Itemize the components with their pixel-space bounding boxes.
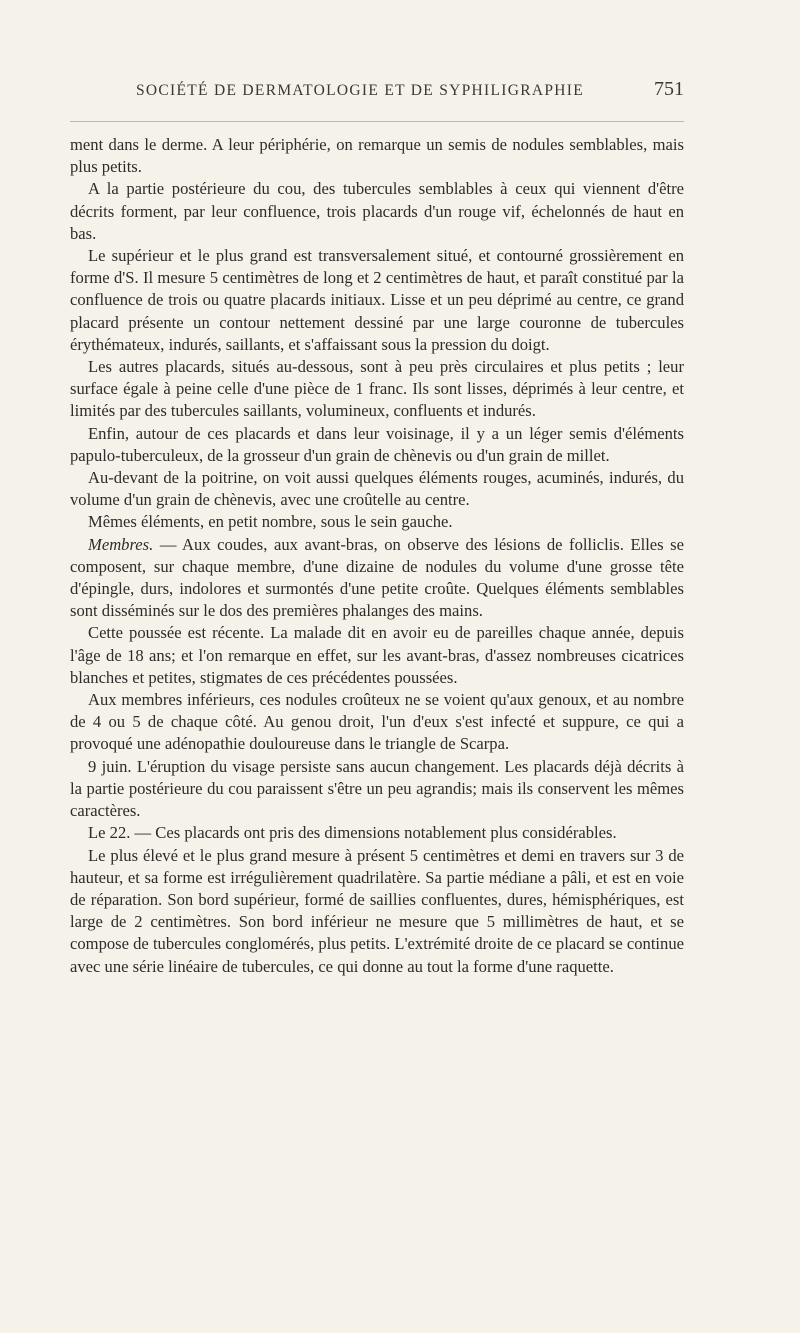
paragraph: Le plus élevé et le plus grand mesure à présent 5 centimètres et demi en travers sur 3 de hauteur, et sa forme est irrégulièrement quadrilatère. Sa partie médiane a pâli, et est en voie de réparation. Son bord supérieur, formé de saillies confluentes, dures, hémisphériques, est large de 2 centimètres. Son bord inférieur ne mesure que 5 millimètres de haut, et se compose de tubercules conglomérés, plus petits. L'extrémité droite de ce placard se continue avec une série linéaire de tubercules, ce qui donne au tout la forme d'une raquette. (70, 845, 684, 976)
paragraph: Mêmes éléments, en petit nombre, sous le sein gauche. (88, 512, 453, 532)
paragraph: Enfin, autour de ces placards et dans leur voisinage, il y a un léger semis d'éléments papulo-tuberculeux, de la grosseur d'un grain de chènevis ou d'un grain de millet. (70, 423, 684, 465)
paragraph: Les autres placards, situés au-dessous, sont à peu près circulaires et plus petits ; leur surface égale à peine celle d'une pièce de 1 franc. Ils sont lisses, déprimés à leur centre, et limités par des tubercules saillants, volumineux, confluents et indurés. (70, 357, 684, 421)
paragraph: Le supérieur et le plus grand est transversalement situé, et contourné grossièrement en forme d'S. Il mesure 5 centimètres de long et 2 centimètres de haut, et paraît constitué par la confluence de trois ou quatre placards initiaux. Lisse et un peu déprimé au centre, ce grand placard présente un contour nettement dessiné par une large couronne de tubercules érythémateux, indurés, saillants, et s'affaissant sous la pression du doigt. (70, 246, 684, 354)
running-title: SOCIÉTÉ DE DERMATOLOGIE ET DE SYPHILIGRAPHIE (136, 82, 584, 99)
paragraph-membres (70, 534, 684, 623)
header-rule (70, 121, 684, 122)
paragraph-text: — Aux coudes, aux avant-bras, on observe des lésions de folliclis. Elles se composent, sur chaque membre, d'une dizaine de nodules du volume d'une grosse tête d'épingle, durs, indolores et surmontés d'une petite croûte. Quelques éléments semblables sont disséminés sur le dos des premières phalanges des mains. (70, 534, 684, 621)
paragraph: Au-devant de la poitrine, on voit aussi quelques éléments rouges, acuminés, indurés, du volume d'un grain de chènevis, avec une croûtelle au centre. (70, 468, 684, 510)
paragraph: 9 juin. L'éruption du visage persiste sans aucun changement. Les placards déjà décrits à la partie postérieure du cou paraissent s'être un peu agrandis; mais ils conservent les mêmes caractères. (70, 756, 684, 821)
paragraph: A la partie postérieure du cou, des tubercules semblables à ceux qui viennent d'être décrits forment, par leur confluence, trois placards d'un rouge vif, échelonnés de haut en bas. (70, 179, 684, 243)
paragraph: Aux membres inférieurs, ces nodules croûteux ne se voient qu'aux genoux, et au nombre de 4 ou 5 de chaque côté. Au genou droit, l'un d'eux s'est infecté et suppure, ce qui a provoqué une adénopathie douloureuse dans le triangle de Scarpa. (70, 690, 684, 754)
paragraph: Le 22. — Ces placards ont pris des dimensions notablement plus considérables. (88, 823, 617, 843)
page-number: 751 (654, 78, 684, 100)
paragraph: Cette poussée est récente. La malade dit en avoir eu de pareilles chaque année, depuis l'âge de 18 ans; et l'on remarque en effet, sur les avant-bras, d'assez nombreuses cicatrices blanches et petites, stigmates de ces précédentes poussées. (70, 623, 684, 687)
body-text (70, 134, 684, 978)
paragraph: ment dans le derme. A leur périphérie, on remarque un semis de nodules semblables, mais plus petits. (70, 135, 684, 177)
running-head (70, 78, 684, 108)
section-lead-italic: Membres. (88, 534, 154, 554)
